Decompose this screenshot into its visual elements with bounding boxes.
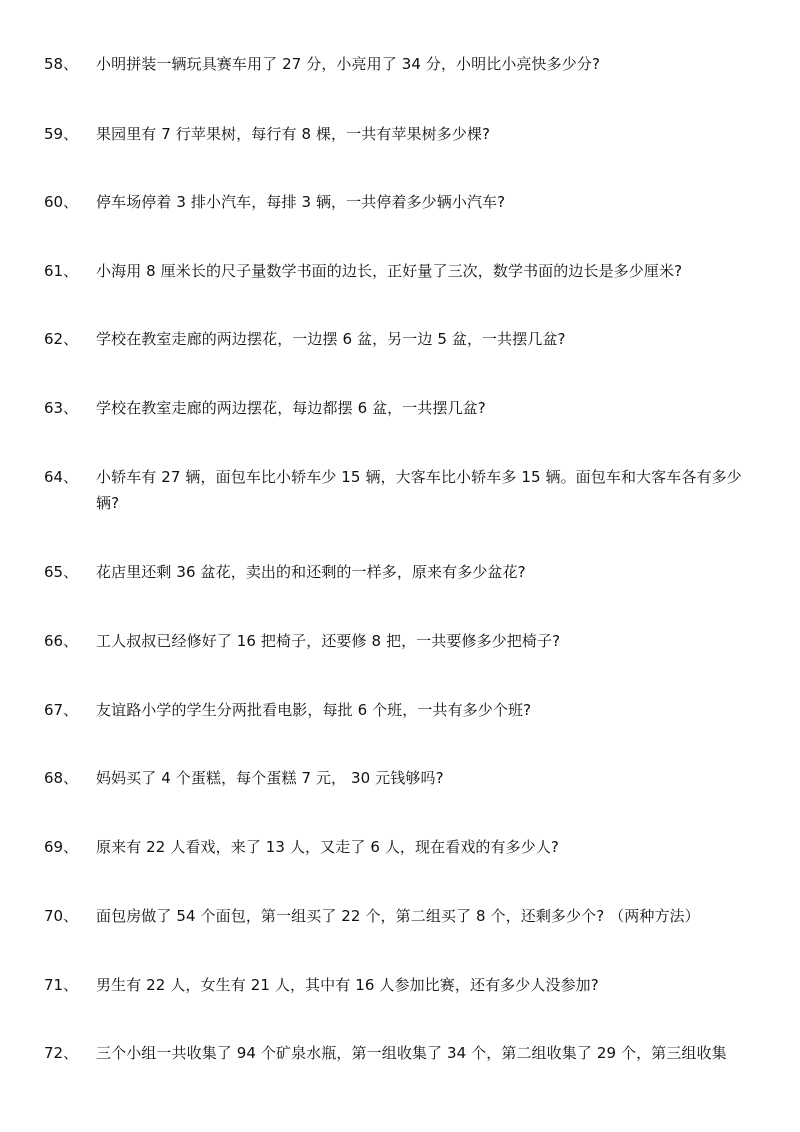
problem-text: 学校在教室走廊的两边摆花，一边摆 6 盆，另一边 5 盆，一共摆几盆? — [96, 330, 566, 348]
problem-number: 69、 — [44, 838, 79, 856]
problem-text: 果园里有 7 行苹果树，每行有 8 棵，一共有苹果树多少棵? — [96, 125, 491, 143]
problem-text: 三个小组一共收集了 94 个矿泉水瓶，第一组收集了 34 个，第二组收集了 29 个，第三组收集 — [96, 1044, 727, 1062]
problem-number: 67、 — [44, 701, 79, 719]
problem-number: 70、 — [44, 907, 79, 925]
problem-text: 原来有 22 人看戏，来了 13 人，又走了 6 人，现在看戏的有多少人? — [96, 838, 559, 856]
problem-number: 58、 — [44, 55, 79, 73]
problem-number: 66、 — [44, 632, 79, 650]
problem-text: 花店里还剩 36 盆花，卖出的和还剩的一样多，原来有多少盆花? — [96, 563, 526, 581]
problem-number: 63、 — [44, 399, 79, 417]
problem-number: 60、 — [44, 193, 79, 211]
problem-number: 62、 — [44, 330, 79, 348]
problem-text: 男生有 22 人，女生有 21 人，其中有 16 人参加比赛，还有多少人没参加? — [96, 976, 599, 994]
problem-number: 59、 — [44, 125, 79, 143]
problem-text: 妈妈买了 4 个蛋糕，每个蛋糕 7 元， 30 元钱够吗? — [96, 769, 444, 787]
problem-number: 68、 — [44, 769, 79, 787]
problem-number: 61、 — [44, 262, 79, 280]
problem-number: 65、 — [44, 563, 79, 581]
problem-text: 工人叔叔已经修好了 16 把椅子，还要修 8 把，一共要修多少把椅子? — [96, 632, 561, 650]
problem-text: 小轿车有 27 辆，面包车比小轿车少 15 辆，大客车比小轿车多 15 辆。面包车和大客车各有多少辆? — [96, 468, 742, 512]
problem-text: 小明拼装一辆玩具赛车用了 27 分，小亮用了 34 分，小明比小亮快多少分? — [96, 55, 601, 73]
problem-text: 小海用 8 厘米长的尺子量数学书面的边长，正好量了三次，数学书面的边长是多少厘米? — [96, 262, 683, 280]
problem-text: 停车场停着 3 排小汽车，每排 3 辆，一共停着多少辆小汽车? — [96, 193, 506, 211]
problem-number: 71、 — [44, 976, 79, 994]
problem-text: 友谊路小学的学生分两批看电影，每批 6 个班，一共有多少个班? — [96, 701, 532, 719]
problem-text: 学校在教室走廊的两边摆花，每边都摆 6 盆，一共摆几盆? — [96, 399, 486, 417]
problem-number: 72、 — [44, 1044, 79, 1062]
problem-number: 64、 — [44, 468, 79, 486]
problem-text: 面包房做了 54 个面包，第一组买了 22 个，第二组买了 8 个，还剩多少个? （两种方法） — [96, 907, 700, 925]
